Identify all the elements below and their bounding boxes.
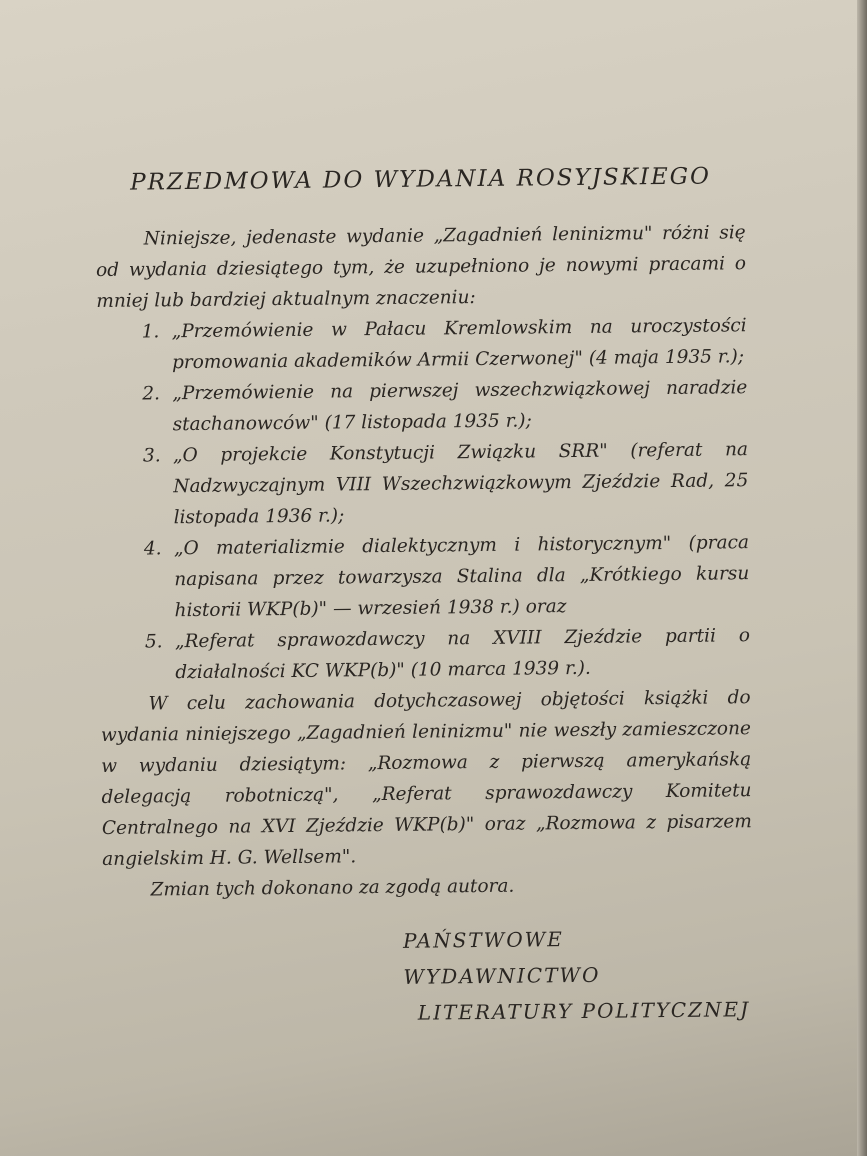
publisher-signature: [403, 919, 754, 1031]
list-item-text: „Przemówienie na pierwszej wszechzwiązkowej naradzie stachanowców" (17 listopada 1935 r.);: [172, 377, 748, 436]
list-item-number: 4.: [143, 538, 162, 560]
consent-paragraph: Zmian tych dokonano za zgodą autora.: [150, 875, 515, 901]
omitted-works-paragraph: W celu zachowania dotychczasowej objętości książki do wydania niniejszego „Zagadnień leninizmu" nie weszły zamieszczone w wydaniu dziesiątym: „Rozmowa z pierwszą amerykańską delegacją robotniczą", „Referat sprawozdawczy Komitetu Centralnego na XVI Zjeździe WKP(b)" oraz „Rozmowa z pisarzem angielskim H. G. Wellsem".: [100, 687, 752, 870]
preface-text-block: [95, 163, 754, 1034]
intro-paragraph: Niniejsze, jedenaste wydanie „Zagadnień leninizmu" różni się od wydania dziesiątego tym, że uzupełniono je nowymi pracami o mniej lub bardziej aktualnym znaczeniu:: [95, 222, 747, 312]
list-item-number: 2.: [142, 383, 161, 405]
list-item-text: „O projekcie Konstytucji Związku SRR" (referat na Nadzwyczajnym VIII Wszechzwiązkowym Zjeździe Rad, 25 listopada 1936 r.);: [172, 439, 749, 529]
list-item-text: „Referat sprawozdawczy na XVIII Zjeździe partii o działalności KC WKP(b)" (10 marca 1939 r.).: [174, 625, 751, 684]
list-item-text: „Przemówienie w Pałacu Kremlowskim na uroczystości promowania akademików Armii Czerwonej" (4 maja 1935 r.);: [171, 315, 747, 374]
page-edge: [857, 0, 867, 1156]
list-item-text: „O materializmie dialektycznym i historycznym" (praca napisana przez towarzysza Stalina dla „Krótkiego kursu historii WKP(b)" — wrzesień 1938 r.) oraz: [173, 532, 750, 622]
list-item: [100, 620, 751, 689]
list-item-number: 3.: [142, 445, 161, 467]
list-item-number: 5.: [144, 631, 163, 653]
signature-line-1: PAŃSTWOWE WYDAWNICTWO: [402, 927, 601, 989]
list-item-number: 1.: [141, 321, 160, 343]
list-item: [99, 527, 750, 627]
signature-line-2: LITERATURY POLITYCZNEJ: [417, 997, 751, 1025]
works-list: [97, 310, 751, 689]
page-title: PRZEDMOWA DO WYDANIA ROSYJSKIEGO: [129, 163, 712, 196]
list-item: [98, 434, 749, 534]
list-item: [97, 310, 748, 379]
list-item: [97, 372, 748, 441]
